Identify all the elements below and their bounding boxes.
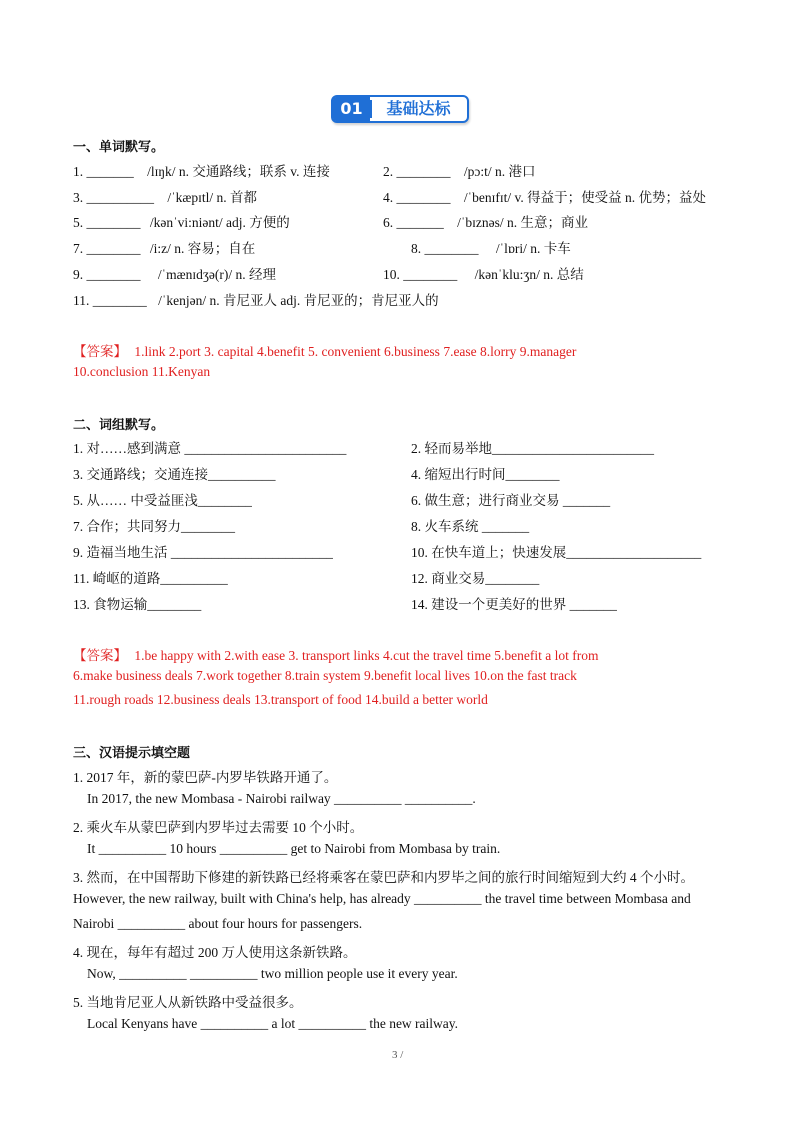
answer-text: 1.be happy with 2.with ease 3. transport links 4.cut the travel time 5.benefit a lot from <box>134 648 599 663</box>
phrase-item: 8. 火车系统 _______ <box>411 519 530 534</box>
word-item-text: /ˈkenjən/ n. 肯尼亚人 adj. 肯尼亚的；肯尼亚人的 <box>158 293 439 308</box>
word-item <box>73 211 290 231</box>
section2-answer <box>73 644 599 664</box>
word-item <box>383 186 706 206</box>
word-item-text: /ˈkæpɪtl/ n. 首都 <box>167 190 258 205</box>
word-item-blank: 6. _______ <box>383 215 444 230</box>
question-cn: 4. 现在，每年有超过 200 万人使用这条新铁路。 <box>73 945 357 960</box>
section2-title: 二、词组默写。 <box>73 418 165 433</box>
phrase-item: 12. 商业交易________ <box>411 571 540 586</box>
word-item-blank: 8. ________ <box>411 241 479 256</box>
word-item <box>383 211 588 231</box>
question-en: Nairobi __________ about four hours for passengers. <box>73 916 363 931</box>
phrase-item: 9. 造福当地生活 ________________________ <box>73 545 333 560</box>
word-item-blank: 3. __________ <box>73 190 154 205</box>
word-item-text: /ˈlɒri/ n. 卡车 <box>495 241 571 256</box>
badge-label: 基础达标 <box>370 97 467 121</box>
word-item-blank: 1. _______ <box>73 164 134 179</box>
phrase-item: 13. 食物运输________ <box>73 597 202 612</box>
phrase-item: 7. 合作；共同努力________ <box>73 519 235 534</box>
word-item-text: /ˈmænɪdʒə(r)/ n. 经理 <box>157 267 276 282</box>
section2-answer-line2: 6.make business deals 7.work together 8.train system 9.benefit local lives 10.on the fast track <box>73 668 577 683</box>
word-item <box>73 186 257 206</box>
word-item <box>73 289 439 309</box>
question-cn: 2. 乘火车从蒙巴萨到内罗毕过去需要 10 个小时。 <box>73 820 364 835</box>
word-item <box>73 160 330 180</box>
word-item-blank: 10. ________ <box>383 267 458 282</box>
phrase-item: 3. 交通路线；交通连接__________ <box>73 467 276 482</box>
phrase-item: 2. 轻而易举地________________________ <box>411 441 654 456</box>
section-badge <box>331 95 469 123</box>
phrase-item: 6. 做生意；进行商业交易 _______ <box>411 493 611 508</box>
word-item-text: /ˈbɪznəs/ n. 生意；商业 <box>457 215 588 230</box>
question-en: However, the new railway, built with China's help, has already __________ the travel time between Mombasa and <box>73 891 691 906</box>
section3-title: 三、汉语提示填空题 <box>73 746 191 761</box>
word-item-blank: 5. ________ <box>73 215 141 230</box>
word-item-text: /ˈbenɪfɪt/ v. 得益于；使受益 n. 优势；益处 <box>463 190 706 205</box>
word-item <box>73 237 255 257</box>
phrase-item: 4. 缩短出行时间________ <box>411 467 560 482</box>
question-cn: 5. 当地肯尼亚人从新铁路中受益很多。 <box>73 995 303 1010</box>
phrase-item: 10. 在快车道上；快速发展____________________ <box>411 545 702 560</box>
section2-answer-line3: 11.rough roads 12.business deals 13.transport of food 14.build a better world <box>73 692 488 707</box>
question-cn: 3. 然而，在中国帮助下修建的新铁路已经将乘客在蒙巴萨和内罗毕之间的旅行时间缩短到大约 4 个小时。 <box>73 870 694 885</box>
word-item-blank: 11. ________ <box>73 293 147 308</box>
word-item-text: /lɪŋk/ n. 交通路线；联系 v. 连接 <box>147 164 330 179</box>
word-item <box>411 237 571 257</box>
phrase-item: 11. 崎岖的道路__________ <box>73 571 228 586</box>
question-cn: 1. 2017 年，新的蒙巴萨-内罗毕铁路开通了。 <box>73 770 338 785</box>
section1-answer-line2: 10.conclusion 11.Kenyan <box>73 364 211 379</box>
question-en: In 2017, the new Mombasa - Nairobi railway __________ __________. <box>87 791 476 806</box>
answer-text: 1.link 2.port 3. capital 4.benefit 5. convenient 6.business 7.ease 8.lorry 9.manager <box>134 344 577 359</box>
word-item-blank: 2. ________ <box>383 164 451 179</box>
word-item-blank: 7. ________ <box>73 241 141 256</box>
word-item-text: /pɔ:t/ n. 港口 <box>463 164 536 179</box>
question-en: Local Kenyans have __________ a lot __________ the new railway. <box>87 1016 459 1031</box>
word-item-text: /kənˈklu:ʒn/ n. 总结 <box>474 267 584 282</box>
word-item-blank: 9. ________ <box>73 267 141 282</box>
section1-answer <box>73 340 576 360</box>
answer-label: 【答案】 <box>73 648 127 663</box>
section1-title: 一、单词默写。 <box>73 140 165 155</box>
question-en: It __________ 10 hours __________ get to Nairobi from Mombasa by train. <box>87 841 501 856</box>
word-item <box>73 263 276 283</box>
word-item <box>383 160 536 180</box>
phrase-item: 14. 建设一个更美好的世界 _______ <box>411 597 617 612</box>
word-item <box>383 263 584 283</box>
word-item-text: /kənˈvi:niənt/ adj. 方便的 <box>149 215 290 230</box>
word-item-blank: 4. ________ <box>383 190 451 205</box>
question-en: Now, __________ __________ two million people use it every year. <box>87 966 458 981</box>
answer-label: 【答案】 <box>73 344 127 359</box>
badge-number: 01 <box>333 97 370 121</box>
phrase-item: 5. 从…… 中受益匪浅________ <box>73 493 252 508</box>
page-number: 3 / <box>392 1049 404 1061</box>
phrase-item: 1. 对……感到满意 ________________________ <box>73 441 347 456</box>
word-item-text: /i:z/ n. 容易；自在 <box>149 241 256 256</box>
